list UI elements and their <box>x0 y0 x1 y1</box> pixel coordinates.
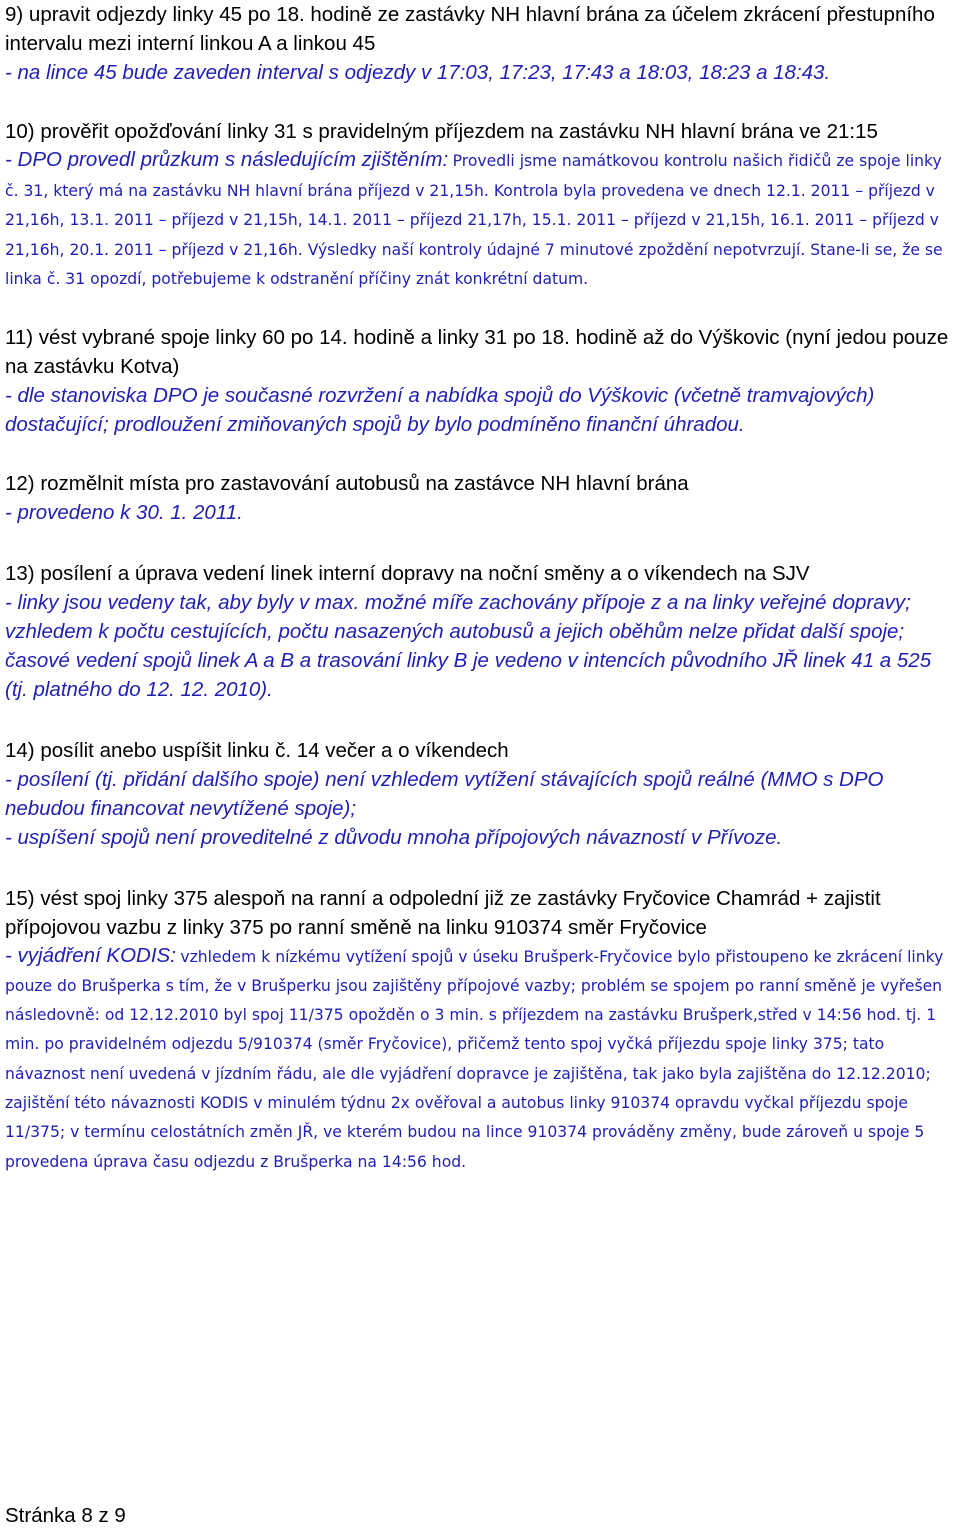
item-9 <box>5 0 955 87</box>
item-10-response <box>5 146 955 295</box>
item-15-response <box>5 942 955 1177</box>
item-10-response-detail: Provedli jsme namátkovou kontrolu našich řidičů ze spoje linky č. 31, který má na zastávku NH hlavní brána příjezd v 21,15h. Kontrola byla provedena ve dnech 12.1. 2011 – příjezd v 21,16h, 13.1. 2011 – příjezd v 21,15h, 14.1. 2011 – příjezd 21,17h, 15.1. 2011 – příjezd v 21,15h, 16.1. 2011 – příjezd v 21,16h, 20.1. 2011 – příjezd v 21,16h. Výsledky naší kontroly údajné 7 minutové zpoždění nepotvrzují. Stane-li se, že se linka č. 31 opozdí, potřebujeme k odstranění příčiny znát konkrétní datum. <box>5 152 943 288</box>
item-14-heading: 14) posílit anebo uspíšit linku č. 14 večer a o víkendech <box>5 738 509 762</box>
item-14 <box>5 736 955 852</box>
item-15-heading: 15) vést spoj linky 375 alespoň na ranní a odpolední již ze zastávky Fryčovice Chamrád + zajistit přípojovou vazbu z linky 375 po ranní směně na linku 910374 směr Fryčovice <box>5 886 881 939</box>
item-15-response-lead: - vyjádření KODIS: <box>5 943 176 967</box>
item-10 <box>5 117 955 295</box>
item-9-response: - na lince 45 bude zaveden interval s odjezdy v 17:03, 17:23, 17:43 a 18:03, 18:23 a 18:43. <box>5 61 831 84</box>
item-12 <box>5 469 955 527</box>
item-15 <box>5 884 955 1177</box>
item-10-heading: 10) prověřit opožďování linky 31 s pravidelným příjezdem na zastávku NH hlavní brána ve 21:15 <box>5 120 878 143</box>
item-11-response: - dle stanoviska DPO je současné rozvržení a nabídka spojů do Výškovic (včetně tramvajových) dostačující; prodloužení zmiňovaných spojů by bylo podmíněno finanční úhradou. <box>5 383 875 436</box>
item-14-response-2: - uspíšení spojů není proveditelné z důvodu mnoha přípojových návazností v Přívoze. <box>5 825 783 849</box>
item-9-heading: 9) upravit odjezdy linky 45 po 18. hodině ze zastávky NH hlavní brána za účelem zkrácení přestupního intervalu mezi interní linkou A a linkou 45 <box>5 3 935 55</box>
item-12-heading: 12) rozmělnit místa pro zastavování autobusů na zastávce NH hlavní brána <box>5 471 689 495</box>
item-15-response-detail: vzhledem k nízkému vytížení spojů v úseku Brušperk-Fryčovice bylo přistoupeno ke zkrácení linky pouze do Brušperka s tím, že v Brušperku jsou zajištěny přípojové vazby; problém se spojem po ranní směně je vyřešen následovně: od 12.12.2010 byl spoj 11/375 opožděn o 3 min. s příjezdem na zastávku Brušperk,střed v 14:56 hod. tj. 1 min. po pravidelném odjezdu 5/910374 (směr Fryčovice), přičemž tento spoj vyčká příjezdu spoje linky 375; tato návaznost není uvedená v jízdním řádu, ale dle vyjádření dopravce je zajištěna, tak jako byla zajištěna do 12.12.2010; zajištění této návaznosti KODIS v minulém týdnu 2x ověřoval a autobus linky 910374 opravdu vyčkal příjezdu spoje 11/375; v termínu celostátních změn JŘ, ve kterém budou na lince 910374 prováděny změny, bude zároveň u spoje 5 provedena úprava času odjezdu z Brušperka na 14:56 hod. <box>5 947 944 1171</box>
item-13 <box>5 559 955 704</box>
document-content <box>5 0 955 1203</box>
item-10-response-lead: - DPO provedl průzkum s následujícím zjištěním: <box>5 148 449 171</box>
item-11-heading: 11) vést vybrané spoje linky 60 po 14. hodině a linky 31 po 18. hodině až do Výškovic (nyní jedou pouze na zastávku Kotva) <box>5 325 949 378</box>
item-13-response: - linky jsou vedeny tak, aby byly v max. možné míře zachovány přípoje z a na linky veřejné dopravy; vzhledem k počtu cestujících, počtu nasazených autobusů a jejich oběhům nelze přidat další spoje; časové vedení spojů linek A a B a trasování linky B je vedeno v intencích původního JŘ linek 41 a 525 (tj. platného do 12. 12. 2010). <box>5 590 932 701</box>
item-11 <box>5 323 955 439</box>
item-13-heading: 13) posílení a úprava vedení linek interní dopravy na noční směny a o víkendech na SJV <box>5 561 810 585</box>
page-number: Stránka 8 z 9 <box>5 1504 126 1527</box>
item-14-response-1: - posílení (tj. přidání dalšího spoje) není vzhledem vytížení stávajících spojů reálné (MMO s DPO nebudou financovat nevytížené spoje); <box>5 767 884 820</box>
item-12-response: - provedeno k 30. 1. 2011. <box>5 500 243 524</box>
